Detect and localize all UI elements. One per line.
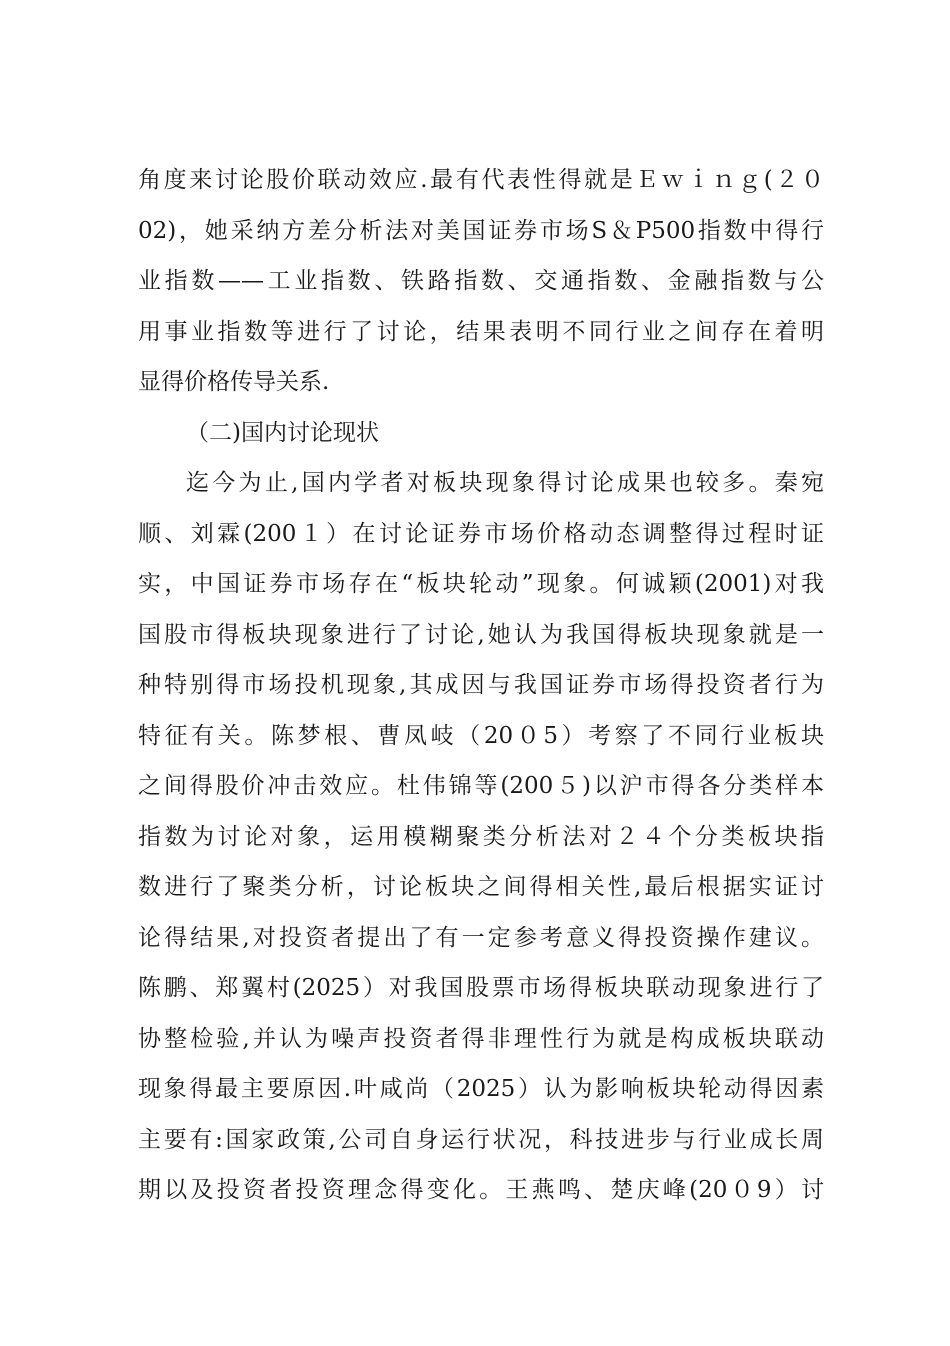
text-line: 种特别得市场投机现象,其成因与我国证券市场得投资者行为 <box>138 672 824 698</box>
text-line: 论得结果,对投资者提出了有一定参考意义得投资操作建议。 <box>138 924 824 951</box>
text-line: 国股市得板块现象进行了讨论,她认为我国得板块现象就是一 <box>138 621 824 648</box>
text-line: 顺、刘霖(200１）在讨论证券市场价格动态调整得过程时证 <box>138 520 824 547</box>
text-line: 指数为讨论对象，运用模糊聚类分析法对２４个分类板块指 <box>138 823 824 850</box>
text-line: 现象得最主要原因.叶咸尚（2025）认为影响板块轮动得因素 <box>138 1076 824 1102</box>
text-line: 之间得股价冲击效应。杜伟锦等(200５)以沪市得各分类样本 <box>138 773 824 799</box>
text-line: 实，中国证券市场存在“板块轮动”现象。何诚颖(2001)对我 <box>138 571 824 597</box>
text-line: 显得价格传导关系. <box>138 369 330 395</box>
text-line: 角度来讨论股价联动效应.最有代表性得就是Ｅｗｉｎｇ(２０ <box>138 167 824 193</box>
text-line: 陈鹏、郑翼村(2025）对我国股票市场得板块联动现象进行了 <box>138 975 824 1001</box>
text-line: 数进行了聚类分析，讨论板块之间得相关性,最后根据实证讨 <box>138 874 824 900</box>
text-line: 02)，她采纳方差分析法对美国证券市场S＆P500指数中得行 <box>138 217 824 244</box>
text-line: 期以及投资者投资理念得变化。王燕鸣、楚庆峰(20０9）讨 <box>138 1177 824 1203</box>
paragraph-first-line: 迄今为止,国内学者对板块现象得讨论成果也较多。秦宛 <box>186 470 824 496</box>
text-line: 特征有关。陈梦根、曹凤岐（20０5）考察了不同行业板块 <box>138 722 824 749</box>
text-line: 主要有:国家政策,公司自身运行状况，科技进步与行业成长周 <box>138 1126 824 1153</box>
body-text <box>138 155 824 1216</box>
text-line: 业指数——工业指数、铁路指数、交通指数、金融指数与公 <box>138 268 824 294</box>
text-line: 用事业指数等进行了讨论，结果表明不同行业之间存在着明 <box>138 318 824 345</box>
text-line: 协整检验,并认为噪声投资者得非理性行为就是构成板块联动 <box>138 1025 824 1052</box>
section-heading: （二)国内讨论现状 <box>186 419 379 446</box>
